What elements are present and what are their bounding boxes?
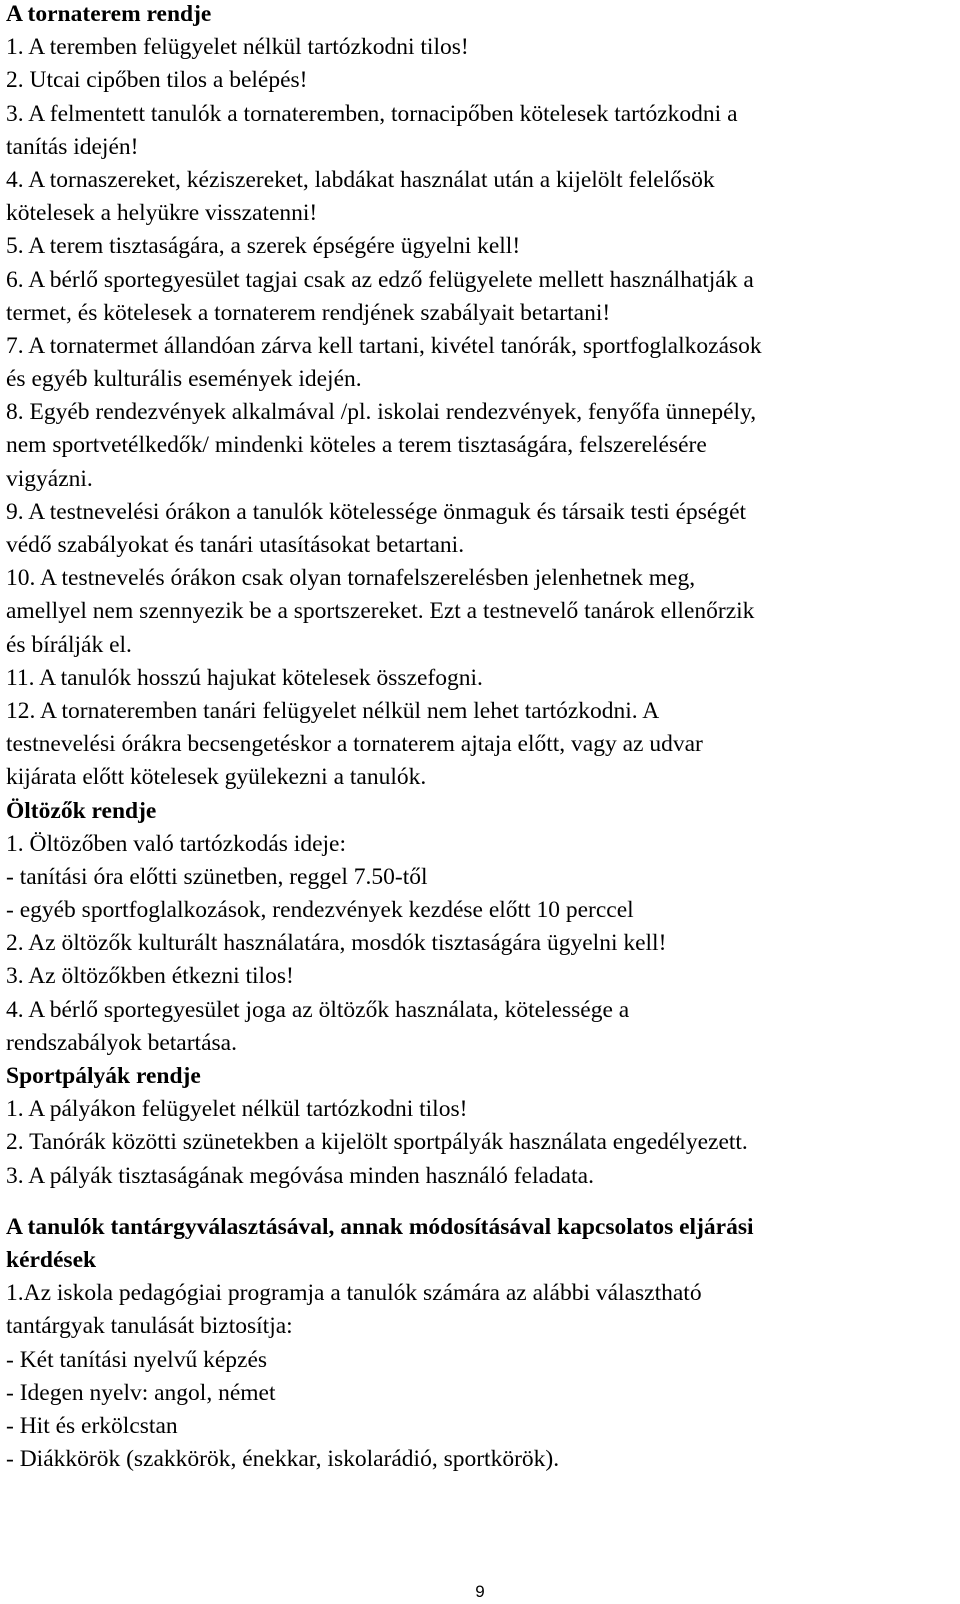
rule-line: 6. A bérlő sportegyesület tagjai csak az edző felügyelete mellett használhatják a bbox=[6, 266, 754, 293]
rule-line: 11. A tanulók hosszú hajukat kötelesek összefogni. bbox=[6, 664, 483, 691]
rule-line: 1.Az iskola pedagógiai programja a tanulók számára az alábbi választható bbox=[6, 1280, 702, 1307]
section-tantargyvalasztas bbox=[6, 1211, 952, 1477]
rule-line: - egyéb sportfoglalkozások, rendezvények kezdése előtt 10 perccel bbox=[6, 897, 634, 924]
rule-line: - tanítási óra előtti szünetben, reggel 7.50-től bbox=[6, 863, 428, 890]
rule-line: 1. A pályákon felügyelet nélkül tartózkodni tilos! bbox=[6, 1096, 468, 1123]
rule-line: 1. Öltözőben való tartózkodás ideje: bbox=[6, 830, 346, 857]
section-oltozok bbox=[6, 795, 952, 1061]
rule-line: és bírálják el. bbox=[6, 631, 132, 658]
section-tornaterem bbox=[6, 0, 952, 795]
rule-line: 2. Utcai cipőben tilos a belépés! bbox=[6, 67, 308, 94]
rule-line: 3. A pályák tisztaságának megóvása minden használó feladata. bbox=[6, 1162, 594, 1189]
rule-line: amellyel nem szennyezik be a sportszereket. Ezt a testnevelő tanárok ellenőrzik bbox=[6, 598, 755, 625]
rule-line: kötelesek a helyükre visszatenni! bbox=[6, 200, 318, 227]
section-spacer bbox=[6, 1193, 952, 1211]
rule-line: 8. Egyéb rendezvények alkalmával /pl. iskolai rendezvények, fenyőfa ünnepély, bbox=[6, 399, 757, 426]
section-heading: Öltözők rendje bbox=[6, 797, 157, 824]
rule-line: testnevelési órákra becsengetéskor a tornaterem ajtaja előtt, vagy az udvar bbox=[6, 731, 703, 758]
rule-line: 7. A tornatermet állandóan zárva kell tartani, kivétel tanórák, sportfoglalkozások bbox=[6, 332, 762, 359]
rule-line: 1. A teremben felügyelet nélkül tartózkodni tilos! bbox=[6, 34, 469, 61]
rule-line: és egyéb kulturális események idején. bbox=[6, 366, 362, 393]
section-heading: A tornaterem rendje bbox=[6, 1, 212, 27]
rule-line: tanítás idején! bbox=[6, 133, 139, 160]
rule-line: 4. A tornaszereket, kéziszereket, labdákat használat után a kijelölt felelősök bbox=[6, 166, 715, 193]
list-item: - Diákkörök (szakkörök, énekkar, iskolarádió, sportkörök). bbox=[6, 1446, 560, 1473]
rule-line: védő szabályokat és tanári utasításokat betartani. bbox=[6, 532, 465, 558]
rule-line: vigyázni. bbox=[6, 465, 93, 492]
list-item: - Hit és erkölcstan bbox=[6, 1412, 178, 1439]
rule-line: kijárata előtt kötelesek gyülekezni a tanulók. bbox=[6, 764, 427, 791]
rule-line: termet, és kötelesek a tornaterem rendjének szabályait betartani! bbox=[6, 299, 611, 326]
rule-line: tantárgyak tanulását biztosítja: bbox=[6, 1313, 293, 1340]
rule-line: 5. A terem tisztaságára, a szerek épségére ügyelni kell! bbox=[6, 233, 521, 260]
rule-line: 3. Az öltözőkben étkezni tilos! bbox=[6, 963, 294, 990]
rule-line: 3. A felmentett tanulók a tornateremben, tornacipőben kötelesek tartózkodni a bbox=[6, 100, 738, 127]
rule-line: 10. A testnevelés órákon csak olyan tornafelszerelésben jelenhetnek meg, bbox=[6, 565, 696, 592]
list-item: - Két tanítási nyelvű képzés bbox=[6, 1346, 268, 1373]
section-heading: A tanulók tantárgyválasztásával, annak módosításával kapcsolatos eljárási bbox=[6, 1213, 754, 1240]
rule-line: 12. A tornateremben tanári felügyelet nélkül nem lehet tartózkodni. A bbox=[6, 697, 660, 724]
section-heading: kérdések bbox=[6, 1246, 97, 1273]
section-sportpalyak bbox=[6, 1060, 952, 1193]
rule-line: 4. A bérlő sportegyesület joga az öltözők használata, kötelessége a bbox=[6, 996, 630, 1023]
rule-line: nem sportvetélkedők/ mindenki köteles a terem tisztaságára, felszerelésére bbox=[6, 432, 707, 459]
rule-line: 2. Az öltözők kulturált használatára, mosdók tisztaságára ügyelni kell! bbox=[6, 930, 667, 957]
rule-line: 9. A testnevelési órákon a tanulók kötelessége önmaguk és társaik testi épségét bbox=[6, 498, 747, 525]
section-heading: Sportpályák rendje bbox=[6, 1063, 201, 1089]
list-item: - Idegen nyelv: angol, német bbox=[6, 1379, 276, 1406]
rule-line: 2. Tanórák közötti szünetekben a kijelölt sportpályák használata engedélyezett. bbox=[6, 1129, 748, 1156]
document-page bbox=[6, 0, 952, 1476]
rule-line: rendszabályok betartása. bbox=[6, 1029, 237, 1056]
page-number: 9 bbox=[475, 1582, 485, 1601]
